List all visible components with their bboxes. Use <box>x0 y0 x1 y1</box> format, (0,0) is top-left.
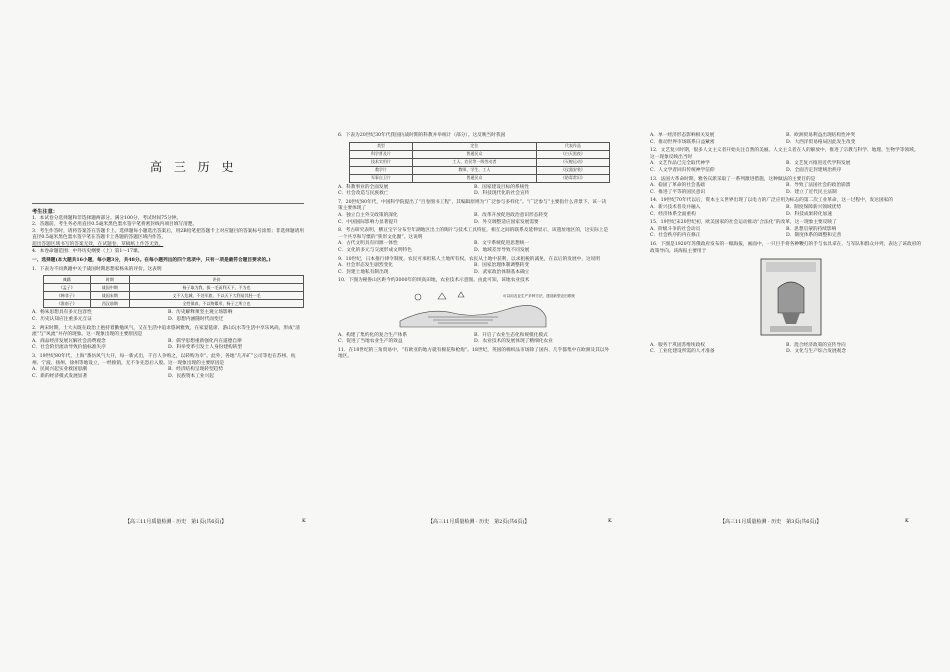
options <box>650 343 922 356</box>
table-cell: 《白天黑夜》 <box>536 150 609 158</box>
question <box>650 220 922 240</box>
option: A．科教事业的全面发展 <box>338 184 389 190</box>
question-stem: 8．考古研究表明，横亘宝字分布至年湖地区出土的陶片与技术工具特征，相互之间的联系及延伸显示，该遗址地区的，这实际上是一个共享和写惯的“狭形文化圈”。这说明 <box>338 228 609 240</box>
option: C．新的经济模式发展显著 <box>32 373 88 379</box>
options <box>338 333 610 346</box>
table-cell: 《韩非子》 <box>43 292 90 300</box>
option: B．国家治理体制调整转变 <box>474 263 530 269</box>
options <box>650 133 922 146</box>
option: A．商品经济发展瓦解社会消费观念 <box>32 338 106 344</box>
question <box>650 198 922 218</box>
options <box>650 227 922 240</box>
table-cell: 时期 <box>90 276 129 284</box>
option: D．科技现代化的社会宣传 <box>474 191 530 197</box>
option: B．制度保障新兴领域优势 <box>786 204 842 210</box>
question-table <box>349 142 610 183</box>
option: D．大西洋贸易格局因此发生改变 <box>786 139 856 145</box>
table-cell: 评价 <box>129 276 303 284</box>
option: A．文艺作品已完全取代神学 <box>650 161 710 167</box>
option: B．历史解释须坚主观立场影响 <box>168 310 233 316</box>
table-cell: 《仪器安装》 <box>536 166 609 174</box>
question <box>338 278 610 345</box>
options <box>650 205 922 218</box>
option: B．文字系统促进思想统一 <box>474 241 530 247</box>
notice-line: 3．考生作答时，请将答案答在答题卡上。选择题每小题选出答案后，用2B铅笔把答题卡上对应题目的答案标号涂黑；非选择题请用直径0.5毫米黑色墨水签字笔在答题卡上各题的答题区域内作答， <box>32 228 304 241</box>
table-cell: 普通民众 <box>413 174 537 182</box>
option: A．单一经济形态影响相关发展 <box>650 133 715 138</box>
table-cell: 科学普及片 <box>349 150 412 158</box>
option: C．社会阶层流动导致价值标准失序 <box>32 345 106 351</box>
question-stem: 3．19世纪80年代，上海“番仿风气大开，每一新式出，千百人争购之，以转购为幸”。此外，各地“几开矿”公司等也在苏州、杭州、宁波、扬州、徐州等地设立，一经推销，无不争先恐后入股。这一现象出现的主要原因是 <box>32 353 296 366</box>
option: C．推进了平等的国民意识 <box>650 189 706 195</box>
notice-line: 超出答题区域书写的答案无效，在试题卷、草稿纸上作答无效。 <box>32 241 164 247</box>
option: C．人文学者回归传统神学信仰 <box>650 167 715 173</box>
table-cell: 战国末期 <box>90 292 129 300</box>
table-cell: 《灭蝗运动》 <box>536 158 609 166</box>
option: B．国家建设目标的系统性 <box>474 184 530 190</box>
question-stem: 16．下图是1920年苏俄政府发布的一幅海报，画面中，一只巨手将各种鞭打的手与农具拿在，与军队和群众并列，表达了该政府的政策导向。该海报主要用于 <box>650 241 922 254</box>
option: D．全面否定封建统治秩序 <box>786 167 842 173</box>
question-stem: 6．下表为20世纪30年代我国抗战时期的科教并举统计（部分）。这反映当时我国 <box>338 133 506 138</box>
question-stem: 10．下图为秘鲁山区距今约3000年的坝高田地，农业技术示意图。由此可知，该地农业技术 <box>338 278 530 284</box>
option: C．文化的多元与交流形成文明特色 <box>338 247 412 253</box>
version-mark: K <box>905 518 909 524</box>
option: B．导致了法国社会的政治崩溃 <box>786 183 851 189</box>
option: A．服务于巩固苏维埃政权 <box>650 342 705 348</box>
soviet-poster-illustration <box>760 258 822 336</box>
notice-line: 2．答题前，考生务必用直径0.5毫米黑色墨水签字笔将密封线内项目填写清楚。 <box>32 222 198 228</box>
table-cell: 战国中期 <box>90 284 129 292</box>
option: C．促进了当地农业生产的效益 <box>338 339 403 345</box>
options <box>32 310 304 323</box>
table-cell: 军事自卫片 <box>349 174 412 182</box>
option: D．科技成果转化加速 <box>786 211 832 217</box>
option: D．制度体系的调整和完善 <box>786 233 842 239</box>
option: C．社会改造与民族救亡 <box>338 191 389 197</box>
option: B．思想启蒙的持续影响 <box>786 226 837 232</box>
option: A．民间兴起实业救国思潮 <box>32 367 87 373</box>
option: A．稳固了革命的社会基础 <box>650 183 705 189</box>
option: C．推动世界市场联系日益紧密 <box>650 139 715 145</box>
table-cell: 类型 <box>349 142 412 150</box>
page-footer: 【高三11月质量检测 · 历史 第2页(共6页)】 <box>428 519 530 525</box>
question <box>650 148 922 174</box>
terrace-farming-illustration <box>398 287 575 327</box>
question <box>32 267 304 324</box>
notice-block <box>32 209 304 380</box>
option: C．工业化建设所需的人才准备 <box>650 349 715 355</box>
table-cell: 代表作品 <box>536 142 609 150</box>
option: A．阶级斗争的社会动员 <box>650 226 701 232</box>
option: A．构建了集约化的复合生产体系 <box>338 332 408 338</box>
question-stem: 11．在18世纪的三角贸易中，“有欧亚的地方就有棉花和枪炮”。18世纪，英国的棉织品市场除了国内、几乎都集中在欧洲及其以外地区。 <box>338 347 610 360</box>
page-3-column <box>650 131 922 531</box>
options <box>338 185 610 198</box>
options <box>338 263 610 276</box>
options <box>338 213 610 226</box>
option: D．武家政治体制基本确立 <box>474 269 530 275</box>
notice-line: 1．本试卷分选择题和非选择题两部分。满分100分，考试时间75分钟。 <box>32 215 182 221</box>
option: B．开启了农业生态化和规模化模式 <box>474 332 548 338</box>
question-stem: 13．法国大革命时期，雅各宾派采取了一系列激进措施，这种做法的主要目的是 <box>650 176 816 182</box>
table-cell: 教师、学生、工人 <box>413 166 537 174</box>
options <box>338 241 610 254</box>
options <box>32 367 304 380</box>
table-cell: 义不入危城，不处军旅，不以天下大利易其胫一毛 <box>129 292 303 300</box>
option: B．儒学思想重新强化内在道德自律 <box>168 338 242 344</box>
option: D．农业技术的发展体现了精细化农业 <box>474 339 553 345</box>
divider <box>32 203 304 204</box>
options <box>650 183 922 196</box>
option: D．科举变革引发士人身份建构转型 <box>168 345 243 351</box>
question <box>338 348 610 361</box>
table-cell: 《淮南子》 <box>43 300 90 308</box>
table-cell: 西汉前期 <box>90 300 129 308</box>
table-cell: 《孟子》 <box>43 284 90 292</box>
options <box>32 339 304 352</box>
option: D．民族资本工业兴起 <box>168 373 214 379</box>
version-mark: K <box>302 518 306 524</box>
question-stem: 2．两宋时期，士大夫既在政治上抱持着勤勉风气，又在生活中追求悠闲雅致，在家宴筵席、游山玩水等生活中享乐风尚，形成“清流”与“风流”并存的现象。这一现象出现的主要原因是 <box>32 325 300 338</box>
question <box>650 242 922 356</box>
option: C．社会秩序的内在修正 <box>650 233 701 239</box>
page-footer: 【高三11月质量检测 · 历史 第1页(共6页)】 <box>125 519 227 525</box>
question <box>338 257 610 277</box>
table-cell: 普通民众 <box>413 150 537 158</box>
option: D．思想内涵随时代而变迁 <box>168 316 224 322</box>
question-stem: 15．19世纪末20世纪初，欧美国家的社会运动推动“合法化”的改革，这一现象主要反映了 <box>650 220 837 226</box>
question-stem: 14．19世纪70年代以后，资本主义世界出现了以电力的广泛应用为标志的第二次工业革命，这一过程中，发达国家的 <box>650 198 893 204</box>
question <box>338 228 610 254</box>
option: A．社会形态发生剧烈变化 <box>338 263 393 269</box>
question-stem: 7．20世纪80年代，中国科学院提出了“百卷图书工程”，其编辑原则为“广泛参与多样化”。“广泛参与”主要指什么背景下，该一决策主要体现了 <box>338 199 607 212</box>
option: B．文艺复兴推进近代学科发展 <box>786 161 851 167</box>
question <box>338 200 610 226</box>
question-stem: 9．10世纪，日本推行律令制度，农民可承担私人土地所有权。农民从土地中获利，以求租税的减免，在以后的发展中，这说明 <box>338 256 601 262</box>
option: A．古代文明具有同源一体性 <box>338 241 398 247</box>
table-cell: 《防毒常识》 <box>536 174 609 182</box>
option: D．地域差异导致不同发展 <box>474 247 530 253</box>
page-2-column <box>338 131 610 531</box>
option: B．改革开放促进政治意识形态转变 <box>474 212 548 218</box>
table-cell: 教学片 <box>349 166 412 174</box>
question-stem: 12．文艺复兴时期，很多人文主义者开始关注自然的美丽。人文主义者在人的解放中，推进了宗教与科学、地理、生物学等领域。这一现象反映出当时 <box>650 148 919 160</box>
option: C．封建土地私有制出现 <box>338 269 389 275</box>
table-cell: 全性保真，不以物累形，杨子之所立也 <box>129 300 303 308</box>
notice-heading: 考生注意： <box>32 209 58 215</box>
option: B．混合经济政策的宣传导向 <box>786 342 846 348</box>
table-cell: 工人、农民等一线劳动者 <box>413 158 537 166</box>
table-cell: 技术实用片 <box>349 158 412 166</box>
option: A．杨朱思想具有多元包容性 <box>32 310 92 316</box>
option: A．独立自主外交政策的深化 <box>338 212 398 218</box>
notice-line: 4．本卷命题范围：中外历史纲要（上）第1～17课。 <box>32 248 143 254</box>
option: D．建立了近代民主法制 <box>786 189 837 195</box>
option: D．外交调整适应国家发展需要 <box>474 219 539 225</box>
table-cell: 杨子取为我，拔一毛而利天下，不为也 <box>129 284 303 292</box>
question <box>32 354 304 380</box>
option: A．新兴技术普及并融入 <box>650 204 701 210</box>
option: C．中国国际影响力显著提升 <box>338 219 398 225</box>
page-title: 高 三 历 史 <box>150 160 238 174</box>
table-cell: 定位 <box>413 142 537 150</box>
question-stem: 1．下表为不同典籍中关于战国时期思想家杨朱的评价。这表明 <box>32 266 162 272</box>
options <box>650 161 922 174</box>
version-mark: K <box>608 518 612 524</box>
page-footer: 【高三11月质量检测 · 历史 第3页(共6页)】 <box>720 519 822 525</box>
option: C．经济体系全面重构 <box>650 211 696 217</box>
figure-caption: 可以用农业生产多种方法，建设新型农田系统 <box>503 293 575 298</box>
question <box>650 133 922 146</box>
option: D．文化与生产综合发展观念 <box>786 349 847 355</box>
table-cell: 典籍 <box>43 276 90 284</box>
option: C．历史认知应注重多元互证 <box>32 316 92 322</box>
option: B．经济结构呈现转型趋势 <box>168 367 224 373</box>
section-heading: 一、选择题(本大题共16小题，每小题3分，共48分。在每小题列出的四个选项中，只有一项是最符合题目要求的。) <box>32 258 271 264</box>
option: B．欧洲贸易利益出现结构性冲突 <box>786 133 856 138</box>
question <box>650 177 922 197</box>
question <box>32 326 304 352</box>
question-table <box>43 275 304 308</box>
question <box>338 133 610 198</box>
